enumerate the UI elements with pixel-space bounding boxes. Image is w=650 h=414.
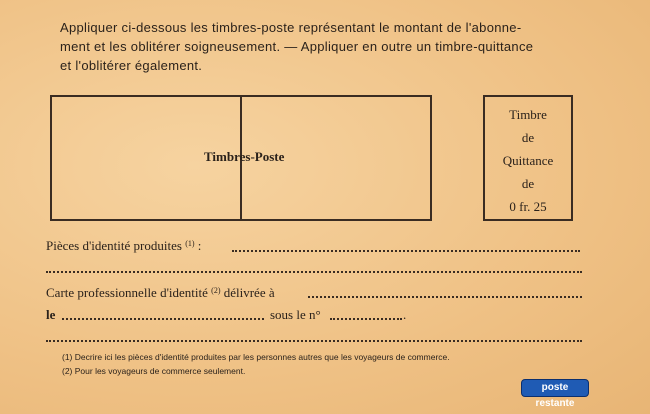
number-label: sous le n°: [270, 307, 321, 322]
identity-documents-field-line-2[interactable]: [46, 269, 582, 273]
instructions-paragraph: [60, 18, 590, 75]
receipt-stamp-box: [483, 95, 573, 221]
stamp-box-label: Timbres-Poste: [204, 149, 285, 164]
receipt-line-5: 0 fr. 25: [509, 199, 547, 214]
professional-card-label: Carte professionnelle d'identité: [46, 285, 208, 300]
card-footnote-marker: (2): [211, 286, 221, 295]
date-row: [46, 307, 55, 323]
identity-documents-row: [46, 238, 201, 254]
watermark-badge: poste restante: [521, 379, 589, 397]
footnotes: [62, 350, 450, 378]
number-field[interactable]: [330, 316, 402, 320]
identity-documents-label: Pièces d'identité produites: [46, 238, 182, 253]
postage-stamp-box: [50, 95, 432, 221]
footnote-1: (1) Decrire ici les pièces d'identité produites par les personnes autres que les voyageurs de commerce.: [62, 352, 450, 362]
footnote-2: (2) Pour les voyageurs de commerce seulement.: [62, 366, 246, 376]
identity-footnote-marker: (1): [185, 239, 195, 248]
instructions-line-3: et l'oblitérer également.: [60, 58, 203, 73]
instructions-line-2: ment et les oblitérer soigneusement. — Appliquer en outre un timbre-quittance: [60, 39, 534, 54]
number-period: .: [403, 307, 407, 322]
delivered-to-label: délivrée à: [223, 285, 275, 300]
separator-line: [46, 338, 582, 342]
receipt-line-2: de: [521, 130, 535, 145]
date-label: le: [46, 307, 56, 322]
professional-card-row: [46, 285, 275, 301]
receipt-line-1: Timbre: [509, 107, 547, 122]
identity-colon: :: [197, 238, 202, 253]
receipt-line-4: de: [521, 176, 535, 191]
instructions-line-1: Appliquer ci-dessous les timbres-poste représentant le montant de l'abonne-: [60, 20, 522, 35]
identity-documents-field[interactable]: [232, 248, 580, 252]
receipt-line-3: Quittance: [502, 153, 554, 168]
date-field[interactable]: [62, 316, 264, 320]
delivered-to-field[interactable]: [308, 294, 582, 298]
number-row: [270, 307, 321, 323]
